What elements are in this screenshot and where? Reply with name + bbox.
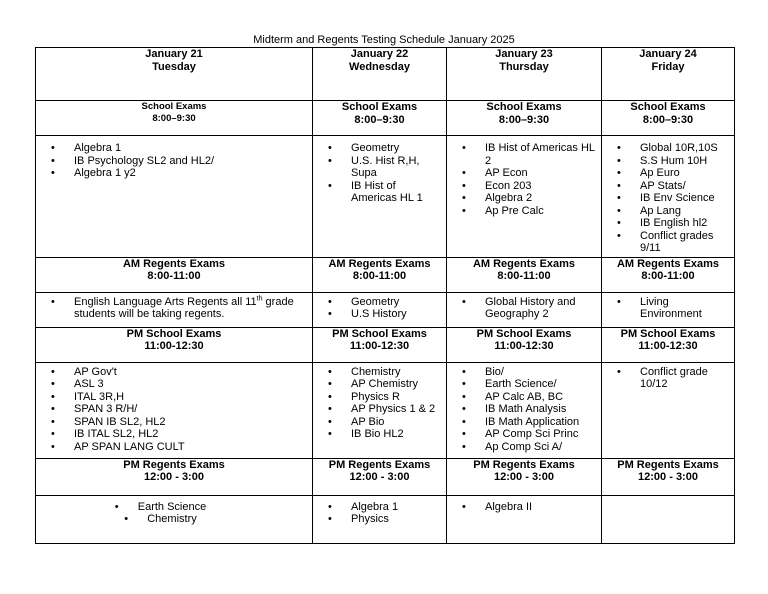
section-time: 11:00-12:30 xyxy=(638,340,698,352)
exam-item: • AP Physics 1 & 2 xyxy=(351,403,442,416)
section-time: 8:00-11:00 xyxy=(641,270,695,282)
exam-item: • IB Env Science xyxy=(640,192,730,205)
section-time: 12:00 - 3:00 xyxy=(349,471,410,483)
section-header xyxy=(602,327,735,362)
day-header-row xyxy=(36,48,735,101)
section-header xyxy=(36,257,313,292)
pm-regents-row xyxy=(36,495,735,543)
section-header-row xyxy=(36,101,735,136)
section-header xyxy=(313,458,447,495)
section-name: AM Regents Exams xyxy=(472,257,576,270)
section-name: PM Regents Exams xyxy=(617,458,719,471)
day-header xyxy=(313,48,447,101)
section-header xyxy=(36,458,313,495)
exam-cell xyxy=(36,292,313,327)
exam-item: • AP SPAN LANG CULT xyxy=(74,441,308,454)
exam-cell xyxy=(313,362,447,458)
exam-item: • IB Bio HL2 xyxy=(351,428,442,441)
exam-text: grade students will be taking regents. xyxy=(74,295,294,320)
section-header xyxy=(447,101,602,136)
section-name: AM Regents Exams xyxy=(122,257,226,270)
exam-item: • Earth Science/ xyxy=(485,378,597,391)
exam-item: • Ap Comp Sci A/ xyxy=(485,441,597,454)
exam-item: • U.S. Hist R,H, Supa xyxy=(351,155,442,180)
section-name: School Exams xyxy=(486,101,562,113)
section-header xyxy=(602,257,735,292)
exam-item: • U.S History xyxy=(351,308,442,321)
exam-cell xyxy=(313,495,447,543)
section-name: PM School Exams xyxy=(126,327,222,340)
exam-item: • AP Econ xyxy=(485,167,597,180)
exam-item: • Chemistry xyxy=(351,366,442,379)
section-header xyxy=(313,327,447,362)
exam-item: • AP Chemistry xyxy=(351,378,442,391)
exam-item: • Conflict grade 10/12 xyxy=(640,366,730,391)
exam-item: • Bio/ xyxy=(485,366,597,379)
exam-cell xyxy=(602,362,735,458)
day-date: January 22 xyxy=(350,48,409,60)
exam-item: • Conflict grades 9/11 xyxy=(640,230,730,255)
section-name: School Exams xyxy=(630,101,706,113)
section-header xyxy=(313,257,447,292)
exam-cell xyxy=(36,136,313,258)
exam-cell xyxy=(602,136,735,258)
exam-item: • IB Psychology SL2 and HL2/ xyxy=(74,155,308,168)
section-time: 12:00 - 3:00 xyxy=(638,471,698,483)
exam-cell xyxy=(313,292,447,327)
exam-item: • Ap Lang xyxy=(640,205,730,218)
exam-item: • Algebra 2 xyxy=(485,192,597,205)
exam-item: • Global 10R,10S xyxy=(640,142,730,155)
exam-item: • IB English hl2 xyxy=(640,217,730,230)
day-weekday: Friday xyxy=(651,60,685,73)
exam-item: • Earth Science xyxy=(138,501,206,514)
section-header xyxy=(602,458,735,495)
exam-item: • Ap Pre Calc xyxy=(485,205,597,218)
section-time: 8:00–9:30 xyxy=(642,113,694,126)
exam-item: • SPAN 3 R/H/ xyxy=(74,403,308,416)
exam-item: • Algebra 1 xyxy=(351,501,442,514)
section-header-row xyxy=(36,458,735,495)
exam-cell xyxy=(602,292,735,327)
day-weekday: Thursday xyxy=(499,60,549,73)
section-name: PM School Exams xyxy=(476,327,572,340)
exam-item: • Geometry xyxy=(351,296,442,309)
section-name: PM School Exams xyxy=(620,327,716,340)
day-date: January 23 xyxy=(495,48,553,60)
exam-item: • Geometry xyxy=(351,142,442,155)
exam-text: English Language Arts Regents all 11 xyxy=(74,295,257,308)
section-time: 11:00-12:30 xyxy=(144,340,204,352)
exam-cell xyxy=(36,495,313,543)
exam-item: • Chemistry xyxy=(147,513,197,526)
exam-cell xyxy=(447,362,602,458)
schedule-table xyxy=(35,47,735,544)
exam-item: • IB Hist of Americas HL 2 xyxy=(485,142,597,167)
section-name: School Exams xyxy=(341,101,418,113)
section-name: AM Regents Exams xyxy=(616,257,720,270)
am-regents-row xyxy=(36,292,735,327)
section-name: PM Regents Exams xyxy=(473,458,575,471)
section-header-row xyxy=(36,327,735,362)
exam-item: • Living Environment xyxy=(640,296,730,321)
section-name: AM Regents Exams xyxy=(328,257,431,270)
day-header xyxy=(602,48,735,101)
section-time: 8:00-11:00 xyxy=(497,270,551,282)
exam-item: • Algebra 1 y2 xyxy=(74,167,308,180)
exam-item: • S.S Hum 10H xyxy=(640,155,730,168)
section-header xyxy=(447,257,602,292)
section-name: PM Regents Exams xyxy=(123,458,225,471)
section-name: School Exams xyxy=(141,101,207,112)
exam-cell xyxy=(602,495,735,543)
exam-cell xyxy=(447,292,602,327)
exam-item: • Physics xyxy=(351,513,442,526)
exam-item: • ASL 3 xyxy=(74,378,308,391)
section-time: 11:00-12:30 xyxy=(494,340,554,352)
pm-school-row xyxy=(36,362,735,458)
exam-text-sup: th xyxy=(256,294,263,302)
exam-item: • Global History and Geography 2 xyxy=(485,296,597,321)
section-header xyxy=(313,101,447,136)
exam-item: • Algebra II xyxy=(485,501,597,514)
exam-item: • Algebra 1 xyxy=(74,142,308,155)
exam-item: • Ap Euro xyxy=(640,167,730,180)
exam-cell xyxy=(447,136,602,258)
section-header xyxy=(447,327,602,362)
section-time: 8:00-11:00 xyxy=(352,270,407,282)
section-time: 8:00–9:30 xyxy=(498,113,550,126)
section-header xyxy=(447,458,602,495)
exam-item: • IB Math Analysis xyxy=(485,403,597,416)
exam-item: • Physics R xyxy=(351,391,442,404)
exam-item: • AP Calc AB, BC xyxy=(485,391,597,404)
exam-cell xyxy=(36,362,313,458)
exam-item xyxy=(74,296,308,321)
exam-cell xyxy=(447,495,602,543)
section-time: 8:00–9:30 xyxy=(354,113,405,126)
exam-item: • IB ITAL SL2, HL2 xyxy=(74,428,308,441)
exam-item: • AP Gov't xyxy=(74,366,308,379)
exam-item: • AP Comp Sci Princ xyxy=(485,428,597,441)
section-time: 12:00 - 3:00 xyxy=(494,471,554,483)
day-weekday: Tuesday xyxy=(152,60,196,73)
school-exams-row xyxy=(36,136,735,258)
exam-item: • Econ 203 xyxy=(485,180,597,193)
section-header xyxy=(602,101,735,136)
exam-item: • IB Hist of Americas HL 1 xyxy=(351,180,442,205)
exam-item: • AP Bio xyxy=(351,416,442,429)
day-header xyxy=(36,48,313,101)
exam-item: • ITAL 3R,H xyxy=(74,391,308,404)
exam-item: • IB Math Application xyxy=(485,416,597,429)
section-name: PM Regents Exams xyxy=(328,458,431,471)
day-date: January 24 xyxy=(639,48,697,60)
section-header-row xyxy=(36,257,735,292)
exam-item: • AP Stats/ xyxy=(640,180,730,193)
section-time: 8:00-11:00 xyxy=(147,270,201,282)
exam-cell xyxy=(313,136,447,258)
section-time: 8:00–9:30 xyxy=(152,113,196,124)
day-weekday: Wednesday xyxy=(349,60,410,73)
day-date: January 21 xyxy=(145,48,203,60)
section-time: 12:00 - 3:00 xyxy=(144,471,204,483)
section-time: 11:00-12:30 xyxy=(349,340,410,352)
day-header xyxy=(447,48,602,101)
section-header xyxy=(36,101,313,136)
section-header xyxy=(36,327,313,362)
page-title: Midterm and Regents Testing Schedule January 2025 xyxy=(253,34,515,46)
exam-item: • SPAN IB SL2, HL2 xyxy=(74,416,308,429)
section-name: PM School Exams xyxy=(332,327,427,340)
